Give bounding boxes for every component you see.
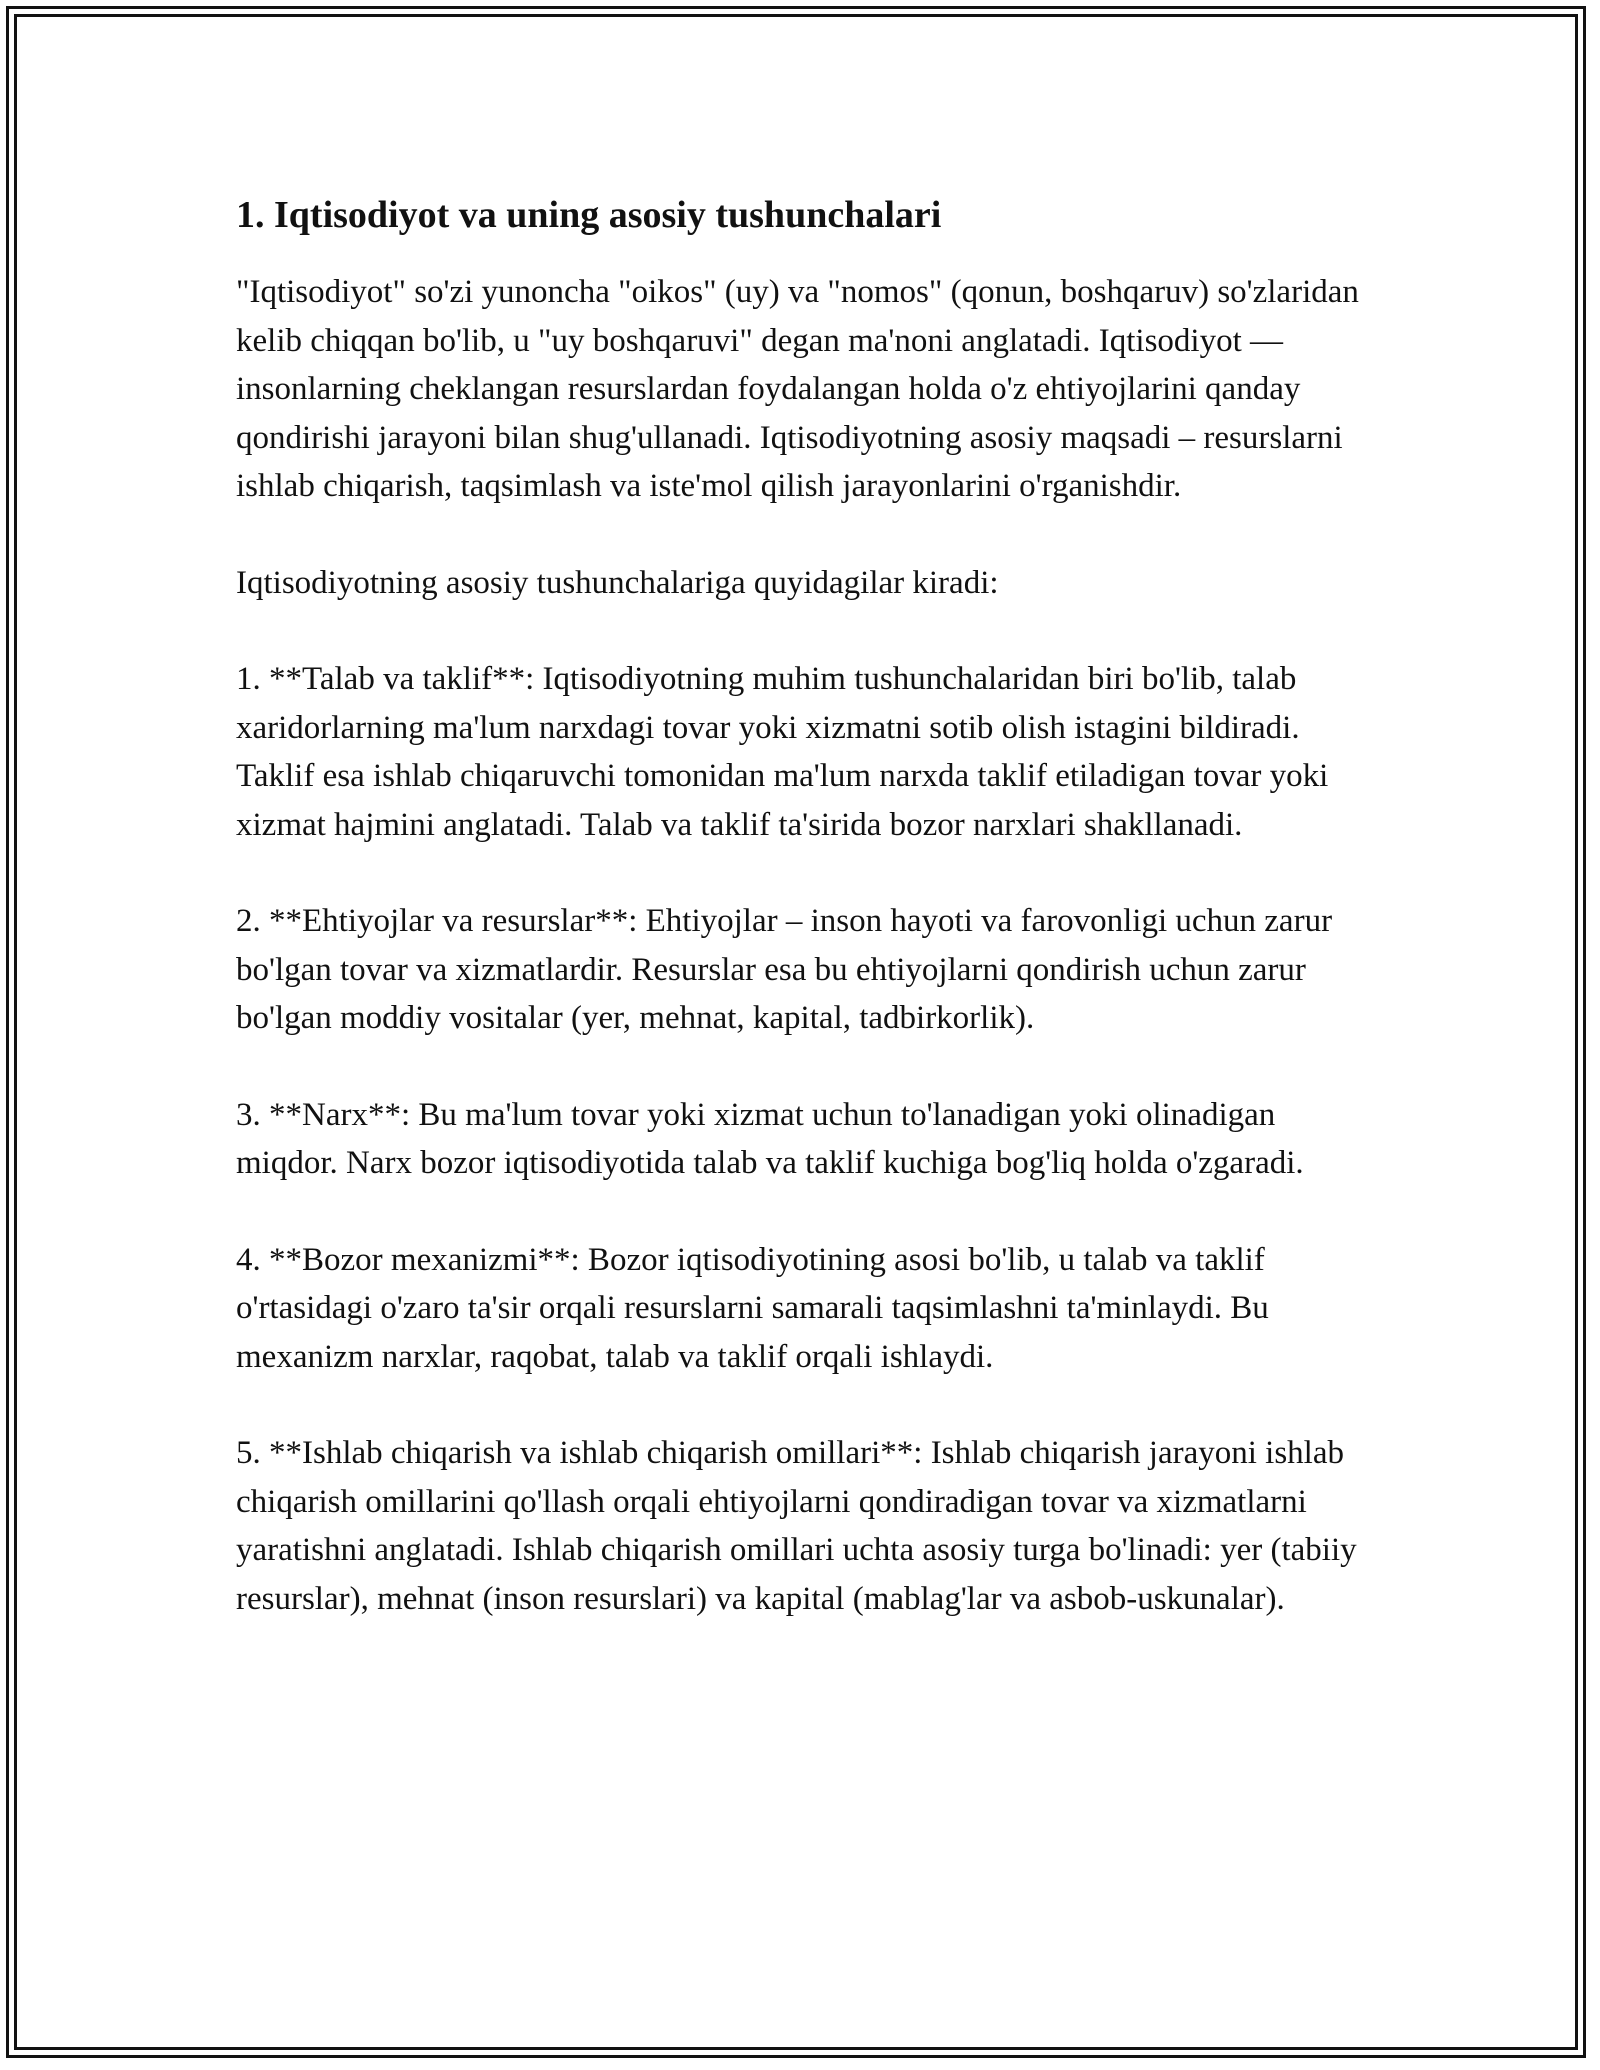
list-item-needs-resources: 2. **Ehtiyojlar va resurslar**: Ehtiyojlar – inson hayoti va farovonligi uchun zarur bo'lgan tovar va xizmatlardir. Resurslar esa bu ehtiyojlarni qondirish uchun zarur bo'lgan moddiy vositalar (yer, mehnat, kapital, tadbirkorlik). bbox=[236, 903, 1333, 1036]
list-intro-paragraph: Iqtisodiyotning asosiy tushunchalariga quyidagilar kiradi: bbox=[236, 564, 999, 601]
document-body bbox=[236, 186, 1366, 1671]
list-item-demand-supply: 1. **Talab va taklif**: Iqtisodiyotning muhim tushunchalaridan biri bo'lib, talab xaridorlarning ma'lum narxdagi tovar yoki xizmatni sotib olish istagini bildiradi. Taklif esa ishlab chiqaruvchi tomonidan ma'lum narxda taklif etiladigan tovar yoki xizmat hajmini anglatadi. Talab va taklif ta'sirida bozor narxlari shakllanadi. bbox=[236, 661, 1329, 843]
intro-paragraph: "Iqtisodiyot" so'zi yunoncha "oikos" (uy) va "nomos" (qonun, boshqaruv) so'zlaridan kelib chiqqan bo'lib, u "uy boshqaruvi" degan ma'noni anglatadi. Iqtisodiyot — insonlarning cheklangan resurslardan foydalangan holda o'z ehtiyojlarini qanday qondirishi jarayoni bilan shug'ullanadi. Iqtisodiyotning asosiy maqsadi – resurslarni ishlab chiqarish, taqsimlash va iste'mol qilish jarayonlarini o'rganishdir. bbox=[236, 274, 1359, 504]
list-item-market-mechanism: 4. **Bozor mexanizmi**: Bozor iqtisodiyotining asosi bo'lib, u talab va taklif o'rtasidagi o'zaro ta'sir orqali resurslarni samarali taqsimlashni ta'minlaydi. Bu mexanizm narxlar, raqobat, talab va taklif orqali ishlaydi. bbox=[236, 1241, 1269, 1375]
list-item-production-factors: 5. **Ishlab chiqarish va ishlab chiqarish omillari**: Ishlab chiqarish jarayoni ishlab chiqarish omillarini qo'llash orqali ehtiyojlarni qondiradigan tovar va xizmatlarni yaratishni anglatadi. Ishlab chiqarish omillari uchta asosiy turga bo'linadi: yer (tabiiy resurslar), mehnat (inson resurslari) va kapital (mablag'lar va asbob-uskunalar). bbox=[236, 1435, 1357, 1617]
document-title: 1. Iqtisodiyot va uning asosiy tushunchalari bbox=[236, 194, 942, 236]
list-item-price: 3. **Narx**: Bu ma'lum tovar yoki xizmat uchun to'lanadigan yoki olinadigan miqdor. Narx bozor iqtisodiyotida talab va taklif kuchiga bog'liq holda o'zgaradi. bbox=[236, 1096, 1304, 1181]
